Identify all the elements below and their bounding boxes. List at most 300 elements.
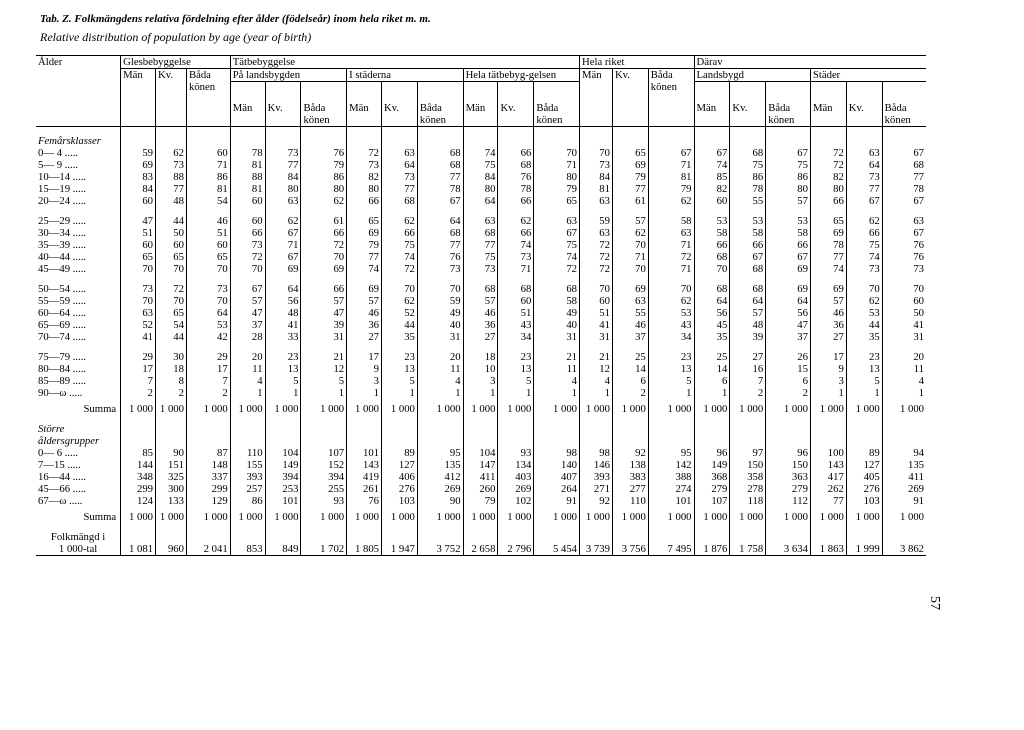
- spacer-cell: [730, 531, 766, 543]
- table-cell: 1 000: [810, 403, 846, 415]
- row-label: 45—66 .....: [38, 483, 87, 495]
- header-hela-bada: Båda könen: [534, 82, 580, 127]
- table-cell: 60: [121, 195, 156, 207]
- table-cell: 262: [810, 483, 846, 495]
- spacer-cell: [417, 343, 463, 351]
- table-cell: 348: [121, 471, 156, 483]
- spacer-row: [36, 207, 926, 215]
- table-cell: 269: [882, 483, 926, 495]
- spacer-cell: [648, 275, 694, 283]
- table-cell: 78: [230, 147, 265, 159]
- table-cell: 1: [882, 387, 926, 399]
- header-gles-man: Män: [121, 69, 156, 127]
- spacer-cell: [846, 275, 882, 283]
- table-cell: 77: [156, 183, 187, 195]
- table-cell: 1 758: [730, 543, 766, 556]
- table-cell: 1 000: [186, 511, 230, 523]
- table-cell: 95: [417, 447, 463, 459]
- table-row: [36, 483, 926, 495]
- table-cell: 67: [265, 227, 301, 239]
- table-cell: 55: [730, 195, 766, 207]
- header-i-staderna: I städerna: [347, 69, 463, 82]
- table-cell: 66: [230, 227, 265, 239]
- table-cell: 63: [846, 147, 882, 159]
- table-cell: 62: [846, 215, 882, 227]
- table-cell: 1: [694, 387, 730, 399]
- table-row: [36, 295, 926, 307]
- spacer-cell: [612, 531, 648, 543]
- table-cell: 72: [347, 147, 382, 159]
- header-lb-bada: Båda könen: [766, 82, 811, 127]
- table-body: [36, 127, 926, 556]
- spacer-cell: [463, 523, 498, 531]
- spacer-cell: [230, 135, 265, 147]
- table-cell: 276: [382, 483, 418, 495]
- table-cell: 80: [265, 183, 301, 195]
- table-cell: 64: [186, 307, 230, 319]
- spacer-cell: [230, 343, 265, 351]
- table-cell: 9: [347, 363, 382, 375]
- spacer-cell: [121, 423, 156, 447]
- row-label: 16—44 .....: [38, 471, 87, 483]
- table-cell: 66: [694, 239, 730, 251]
- spacer-cell: [580, 523, 613, 531]
- spacer-cell: [347, 343, 382, 351]
- table-cell: 1 000: [301, 511, 347, 523]
- table-cell: 98: [534, 447, 580, 459]
- table-cell: 337: [186, 471, 230, 483]
- table-cell: 10: [463, 363, 498, 375]
- table-cell: 36: [347, 319, 382, 331]
- table-cell: 71: [612, 251, 648, 263]
- table-cell: 70: [156, 263, 187, 275]
- table-cell: 67: [417, 195, 463, 207]
- spacer-cell: [882, 423, 926, 447]
- table-cell: 27: [463, 331, 498, 343]
- table-cell: 75: [382, 239, 418, 251]
- table-cell: 82: [810, 171, 846, 183]
- table-cell: 12: [580, 363, 613, 375]
- table-cell: 53: [694, 215, 730, 227]
- spacer-cell: [810, 127, 846, 136]
- table-cell: 23: [648, 351, 694, 363]
- header-st-man: Män: [810, 82, 846, 127]
- table-cell: 72: [156, 283, 187, 295]
- table-cell: 394: [301, 471, 347, 483]
- spacer-cell: [301, 423, 347, 447]
- table-cell: 74: [846, 251, 882, 263]
- table-cell: 60: [694, 195, 730, 207]
- table-cell: 92: [580, 495, 613, 507]
- spacer-cell: [301, 415, 347, 423]
- spacer-cell: [810, 523, 846, 531]
- table-cell: 46: [612, 319, 648, 331]
- spacer-cell: [36, 523, 121, 531]
- table-cell: 47: [766, 319, 811, 331]
- table-cell: 80: [810, 183, 846, 195]
- table-cell: 71: [186, 159, 230, 171]
- table-cell: 1 000: [301, 403, 347, 415]
- table-cell: 17: [186, 363, 230, 375]
- table-cell: 383: [612, 471, 648, 483]
- table-cell: 1 000: [347, 511, 382, 523]
- spacer-cell: [648, 415, 694, 423]
- table-cell: 76: [498, 171, 534, 183]
- table-cell: 14: [694, 363, 730, 375]
- table-cell: 63: [648, 227, 694, 239]
- spacer-cell: [766, 275, 811, 283]
- table-cell: 368: [694, 471, 730, 483]
- header-stad-man: Män: [347, 82, 382, 127]
- table-cell: 75: [463, 159, 498, 171]
- spacer-cell: [580, 207, 613, 215]
- table-cell: 142: [648, 459, 694, 471]
- table-cell: 30: [156, 351, 187, 363]
- table-cell: 73: [230, 239, 265, 251]
- table-cell: 1 863: [810, 543, 846, 556]
- table-cell: 77: [463, 239, 498, 251]
- table-cell: 68: [730, 147, 766, 159]
- spacer-cell: [186, 523, 230, 531]
- table-cell: 37: [612, 331, 648, 343]
- table-cell: 67: [766, 251, 811, 263]
- spacer-cell: [186, 415, 230, 423]
- spacer-cell: [463, 343, 498, 351]
- table-cell: 1: [301, 387, 347, 399]
- table-cell: 79: [648, 183, 694, 195]
- table-cell: 76: [882, 239, 926, 251]
- table-cell: 3: [463, 375, 498, 387]
- row-label: 65—69 .....: [38, 319, 87, 331]
- row-label: 67—ω .....: [38, 495, 83, 507]
- table-cell: 70: [694, 263, 730, 275]
- spacer-cell: [846, 423, 882, 447]
- table-cell: 149: [694, 459, 730, 471]
- table-cell: 57: [230, 295, 265, 307]
- spacer-cell: [810, 135, 846, 147]
- table-cell: 69: [265, 263, 301, 275]
- row-label: 10—14 .....: [38, 171, 87, 183]
- table-cell: 69: [347, 227, 382, 239]
- spacer-cell: [417, 135, 463, 147]
- table-cell: 419: [347, 471, 382, 483]
- spacer-cell: [347, 531, 382, 543]
- table-cell: 80: [301, 183, 347, 195]
- table-cell: 97: [730, 447, 766, 459]
- row-label: 45—49 .....: [38, 263, 87, 275]
- table-cell: 1 000: [230, 403, 265, 415]
- table-cell: 82: [347, 171, 382, 183]
- table-cell: 75: [463, 251, 498, 263]
- table-cell: 37: [766, 331, 811, 343]
- table-cell: 279: [766, 483, 811, 495]
- table-cell: 78: [882, 183, 926, 195]
- header-lb-man: Män: [694, 82, 730, 127]
- table-cell: 41: [580, 319, 613, 331]
- table-cell: 47: [121, 215, 156, 227]
- header-stader: Städer: [810, 69, 926, 82]
- spacer-cell: [534, 207, 580, 215]
- spacer-cell: [417, 415, 463, 423]
- table-cell: 11: [230, 363, 265, 375]
- table-cell: 84: [121, 183, 156, 195]
- spacer-cell: [810, 415, 846, 423]
- spacer-cell: [648, 531, 694, 543]
- spacer-cell: [648, 343, 694, 351]
- spacer-cell: [265, 415, 301, 423]
- table-cell: 1 000: [534, 403, 580, 415]
- table-cell: 74: [534, 251, 580, 263]
- row-label: 0— 4 .....: [38, 147, 79, 159]
- spacer-cell: [301, 531, 347, 543]
- table-cell: 58: [694, 227, 730, 239]
- spacer-cell: [694, 523, 730, 531]
- table-cell: 78: [730, 183, 766, 195]
- spacer-cell: [463, 423, 498, 447]
- table-cell: 1 000: [463, 403, 498, 415]
- table-cell: 43: [498, 319, 534, 331]
- table-cell: 1 000: [121, 403, 156, 415]
- table-cell: 4: [580, 375, 613, 387]
- table-cell: 60: [186, 239, 230, 251]
- table-cell: 67: [648, 147, 694, 159]
- table-cell: 62: [612, 227, 648, 239]
- spacer-cell: [730, 343, 766, 351]
- table-cell: 71: [648, 263, 694, 275]
- spacer-cell: [382, 275, 418, 283]
- table-cell: 127: [846, 459, 882, 471]
- table-cell: 41: [265, 319, 301, 331]
- header-hela-tatbebyggelsen: Hela tätbebyg-gelsen: [463, 69, 579, 82]
- table-cell: 7: [121, 375, 156, 387]
- table-cell: 81: [230, 159, 265, 171]
- table-cell: 13: [498, 363, 534, 375]
- table-cell: 68: [417, 147, 463, 159]
- table-cell: 1 000: [580, 511, 613, 523]
- table-cell: 98: [580, 447, 613, 459]
- table-cell: 75: [846, 239, 882, 251]
- spacer-cell: [810, 531, 846, 543]
- table-cell: 91: [882, 495, 926, 507]
- table-cell: 82: [694, 183, 730, 195]
- table-cell: 28: [230, 331, 265, 343]
- table-cell: 66: [347, 195, 382, 207]
- header-stad-kv: Kv.: [382, 82, 418, 127]
- table-cell: 67: [265, 251, 301, 263]
- table-cell: 1: [463, 387, 498, 399]
- table-cell: 62: [382, 295, 418, 307]
- table-cell: 127: [382, 459, 418, 471]
- table-cell: 960: [156, 543, 187, 556]
- table-cell: 124: [121, 495, 156, 507]
- spacer-cell: [121, 127, 156, 136]
- spacer-cell: [36, 127, 121, 136]
- table-cell: 65: [186, 251, 230, 263]
- table-cell: 72: [648, 251, 694, 263]
- table-cell: 13: [382, 363, 418, 375]
- header-tatbebyggelse: Tätbebyggelse: [230, 56, 579, 69]
- table-cell: 21: [580, 351, 613, 363]
- spacer-cell: [265, 343, 301, 351]
- table-row: [36, 471, 926, 483]
- table-cell: 1: [648, 387, 694, 399]
- table-cell: 58: [648, 215, 694, 227]
- table-cell: 72: [534, 263, 580, 275]
- table-cell: 1: [230, 387, 265, 399]
- table-cell: 3 634: [766, 543, 811, 556]
- table-cell: 80: [463, 183, 498, 195]
- spacer-cell: [347, 523, 382, 531]
- table-cell: 69: [612, 159, 648, 171]
- table-cell: 65: [534, 195, 580, 207]
- spacer-cell: [463, 135, 498, 147]
- table-row: [36, 263, 926, 275]
- table-cell: 70: [648, 283, 694, 295]
- table-cell: 412: [417, 471, 463, 483]
- table-cell: 103: [846, 495, 882, 507]
- table-cell: 150: [730, 459, 766, 471]
- table-row: [36, 183, 926, 195]
- table-cell: 1: [417, 387, 463, 399]
- header-st-kv: Kv.: [846, 82, 882, 127]
- table-cell: 64: [265, 283, 301, 295]
- table-cell: 31: [417, 331, 463, 343]
- table-cell: 59: [121, 147, 156, 159]
- table-cell: 71: [534, 159, 580, 171]
- table-cell: 44: [156, 215, 187, 227]
- table-cell: 2 796: [498, 543, 534, 556]
- spacer-row: [36, 275, 926, 283]
- header-alder: Ålder: [36, 56, 121, 127]
- table-cell: 64: [417, 215, 463, 227]
- table-cell: 51: [580, 307, 613, 319]
- table-cell: 84: [580, 171, 613, 183]
- section-label: Större åldersgrupper: [38, 423, 100, 447]
- spacer-cell: [498, 275, 534, 283]
- table-cell: 23: [846, 351, 882, 363]
- table-cell: 3 739: [580, 543, 613, 556]
- spacer-cell: [347, 127, 382, 136]
- spacer-cell: [186, 207, 230, 215]
- spacer-cell: [186, 127, 230, 136]
- table-cell: 5: [846, 375, 882, 387]
- table-cell: 151: [156, 459, 187, 471]
- spacer-cell: [882, 343, 926, 351]
- table-cell: 112: [766, 495, 811, 507]
- spacer-cell: [121, 415, 156, 423]
- table-cell: 68: [882, 159, 926, 171]
- table-cell: 40: [534, 319, 580, 331]
- table-cell: 133: [156, 495, 187, 507]
- table-cell: 358: [730, 471, 766, 483]
- table-cell: 58: [766, 227, 811, 239]
- table-cell: 65: [612, 147, 648, 159]
- row-label: 7—15 .....: [38, 459, 81, 471]
- table-cell: 1 000: [612, 511, 648, 523]
- table-cell: 3: [810, 375, 846, 387]
- table-cell: 86: [766, 171, 811, 183]
- table-cell: 394: [265, 471, 301, 483]
- table-cell: 2 041: [186, 543, 230, 556]
- table-cell: 299: [121, 483, 156, 495]
- table-cell: 35: [382, 331, 418, 343]
- spacer-cell: [498, 531, 534, 543]
- table-cell: 60: [186, 147, 230, 159]
- table-cell: 17: [810, 351, 846, 363]
- row-label: 35—39 .....: [38, 239, 87, 251]
- table-cell: 65: [810, 215, 846, 227]
- table-row: [36, 459, 926, 471]
- table-cell: 5: [301, 375, 347, 387]
- table-cell: 40: [417, 319, 463, 331]
- spacer-cell: [534, 127, 580, 136]
- section-row: [36, 135, 926, 147]
- table-row: [36, 495, 926, 507]
- table-cell: 44: [156, 331, 187, 343]
- table-cell: 18: [156, 363, 187, 375]
- table-cell: 65: [156, 307, 187, 319]
- table-cell: 255: [301, 483, 347, 495]
- row-label: 40—44 .....: [38, 251, 87, 263]
- spacer-cell: [265, 135, 301, 147]
- summa-row: [36, 403, 926, 415]
- table-cell: 72: [810, 159, 846, 171]
- table-row: [36, 375, 926, 387]
- table-cell: 411: [882, 471, 926, 483]
- table-cell: 79: [347, 239, 382, 251]
- table-cell: 35: [694, 331, 730, 343]
- table-cell: 1: [265, 387, 301, 399]
- table-cell: 257: [230, 483, 265, 495]
- table-row: [36, 239, 926, 251]
- table-cell: 53: [846, 307, 882, 319]
- table-cell: 66: [498, 147, 534, 159]
- table-cell: 1: [347, 387, 382, 399]
- section-label: Femårsklasser: [38, 135, 101, 147]
- table-cell: 63: [265, 195, 301, 207]
- table-cell: 93: [498, 447, 534, 459]
- table-cell: 417: [810, 471, 846, 483]
- spacer-cell: [156, 207, 187, 215]
- spacer-cell: [382, 207, 418, 215]
- spacer-cell: [882, 523, 926, 531]
- spacer-cell: [347, 423, 382, 447]
- table-cell: 77: [612, 183, 648, 195]
- spacer-cell: [694, 127, 730, 136]
- row-label: 5— 9 .....: [38, 159, 79, 171]
- table-row: [36, 363, 926, 375]
- spacer-cell: [580, 415, 613, 423]
- spacer-cell: [694, 135, 730, 147]
- row-label: 90—ω .....: [38, 387, 83, 399]
- spacer-cell: [301, 135, 347, 147]
- table-cell: 31: [580, 331, 613, 343]
- table-cell: 36: [810, 319, 846, 331]
- table-cell: 78: [498, 183, 534, 195]
- table-cell: 73: [186, 283, 230, 295]
- spacer-cell: [766, 523, 811, 531]
- spacer-cell: [612, 275, 648, 283]
- table-cell: 48: [730, 319, 766, 331]
- spacer-cell: [612, 127, 648, 136]
- table-cell: 8: [156, 375, 187, 387]
- table-cell: 3 756: [612, 543, 648, 556]
- table-cell: 74: [347, 263, 382, 275]
- table-cell: 34: [498, 331, 534, 343]
- table-cell: 1 000: [846, 403, 882, 415]
- table-cell: 90: [156, 447, 187, 459]
- table-cell: 69: [347, 283, 382, 295]
